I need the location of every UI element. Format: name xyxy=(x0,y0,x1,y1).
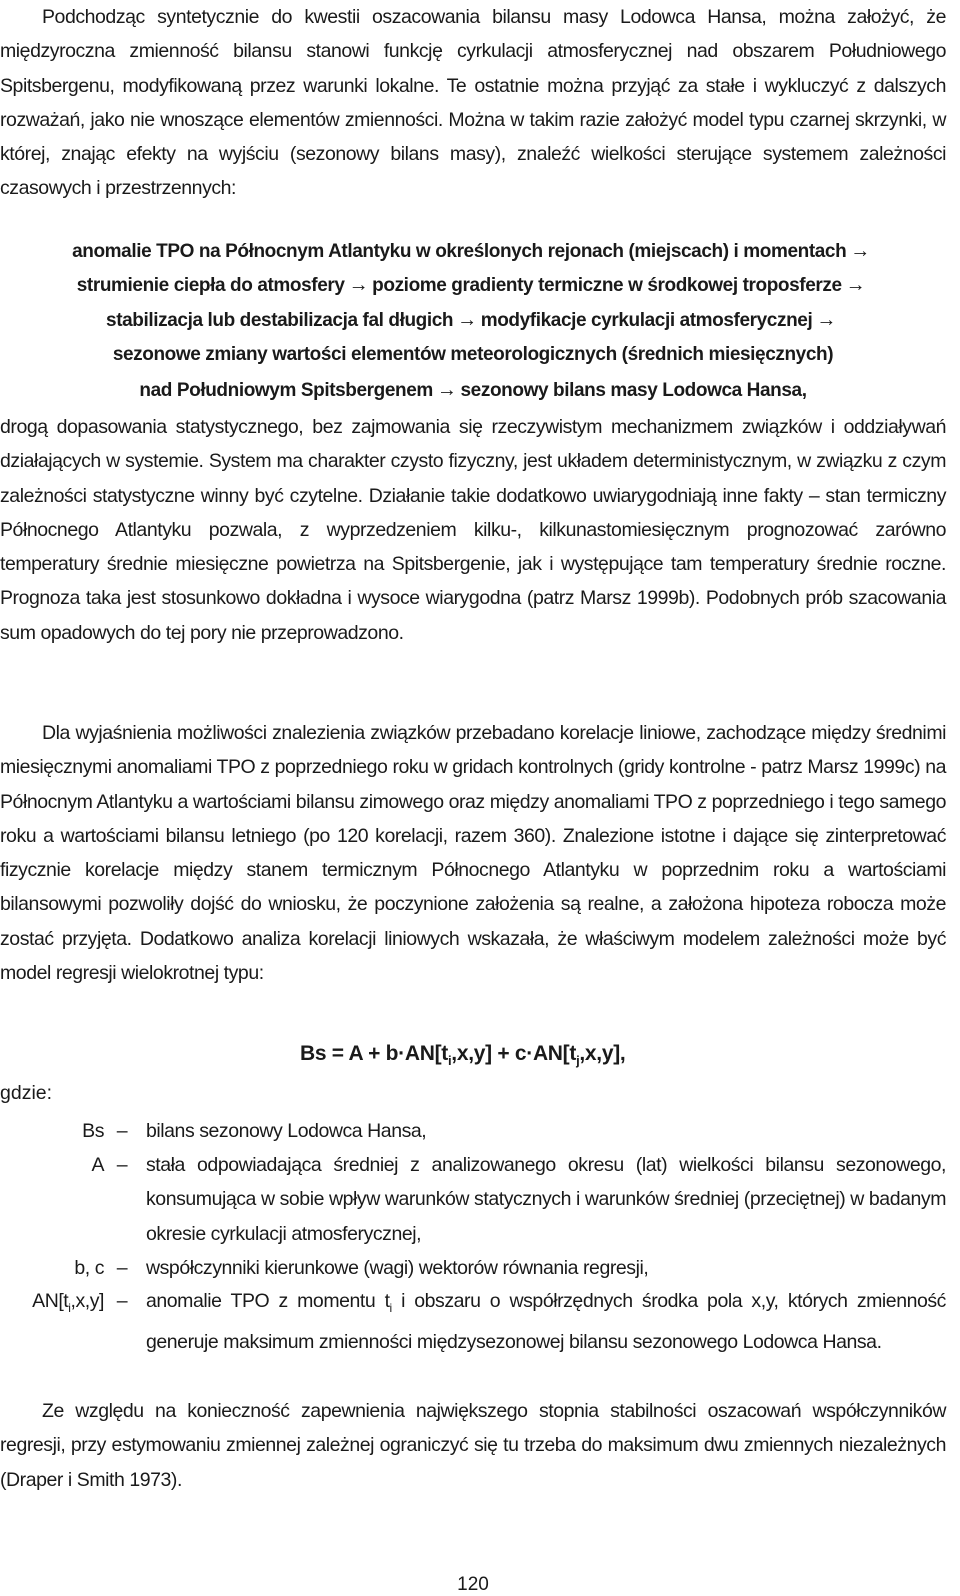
chain-line-2: strumienie ciepła do atmosfery → poziome gradienty termiczne w środkowej troposferze → xyxy=(0,268,946,303)
arrow-right-icon: → xyxy=(845,274,866,296)
definition-desc: współczynniki kierunkowe (wagi) wektorów równania regresji, xyxy=(146,1257,649,1279)
definition-term: A xyxy=(91,1154,104,1176)
definition-desc: anomalie TPO z momentu $t_i$ i obszaru o współrzędnych środka pola x,y, których zmienność generuje maksimum zmienności międzysezonowej bilansu sezonowego Lodowca Hansa. xyxy=(146,1290,946,1354)
chain-line-1: anomalie TPO na Północnym Atlantyku w określonych rejonach (miejscach) i momentach → xyxy=(0,234,946,269)
regression-formula: $Bs = A + b\cdot AN[t_i,x,y] + c\cdot AN[t_j,x,y]$, xyxy=(300,1042,626,1069)
paragraph-stability: Ze względu na konieczność zapewnienia największego stopnia stabilności oszacowań współczynników regresji, przy estymowaniu zmiennej zależnej ograniczyć się tu trzeba do maksimum dwu zmiennych niezależnych (Draper i Smith 1973). xyxy=(0,1400,946,1491)
where-label: gdzie: xyxy=(0,1082,53,1104)
arrow-right-icon: → xyxy=(348,274,369,296)
arrow-right-icon: → xyxy=(816,309,836,331)
definition-term: Bs xyxy=(82,1120,104,1142)
arrow-right-icon: → xyxy=(457,309,477,331)
arrow-right-icon: → xyxy=(850,240,870,262)
paragraph-correlation: Dla wyjaśnienia możliwości znalezienia związków przebadano korelacje liniowe, zachodzące między średnimi miesięcznymi anomaliami TPO z poprzedniego roku w gridach kontrolnych (gridy kontrolne - patrz Marsz 1999c) na Północnym Atlantyku a wartościami bilansu zimowego oraz między anomaliami TPO z poprzedniego i tego samego roku a wartościami bilansu letniego (po 120 korelacji, razem 360). Znalezione istotne i dające się zinterpretować fizycznie korelacje między stanem termicznym Północnego Atlantyku w poprzednim roku a wartościami bilansowymi pozwoliły dojść do wniosku, że poczynione założenia są realne, a założona hipoteza robocza może zostać przyjęta. Dodatkowo analiza korelacji liniowych wskazała, że właściwym modelem zależności może być model regresji wielokrotnej typu: xyxy=(0,722,946,985)
definition-desc: stała odpowiadająca średniej z analizowanego okresu (lat) wielkości bilansu sezonowego, konsumująca w sobie wpływ warunków statycznych i warunków średniej (przeciętnej) w badanym okresie cyrkulacji atmosferycznej, xyxy=(146,1154,946,1245)
document-page: Podchodząc syntetycznie do kwestii oszacowania bilansu masy Lodowca Hansa, można założyć, że międzyroczna zmienność bilansu stanowi funkcję cyrkulacji atmosferycznej nad obszarem Południowego Spitsbergenu, modyfikowaną przez warunki lokalne. Te ostatnie można przyjąć za stałe i wykluczyć z dalszych rozważań, jako nie wnoszące elementów zmienności. Można w takim razie założyć model typu czarnej skrzynki, w której, znając efekty na wyjściu (sezonowy bilans masy), znaleźć wielkości sterujące systemem zależności czasowych i przestrzennych: anomalie TPO na Północnym Atlantyku w określonych rejonach (miejscach) i momentach → strumienie ciepła do atmosfery → poziome gradienty termiczne w środkowej troposferze → stabilizacja lub destabilizacja fal długich → modyfikacje cyrkulacji atmosferycznej → sezonowe zmiany wartości elementów meteorologicznych (średnich miesięcznych) nad Południowym Spitsbergenem → sezonowy bilans masy Lodowca Hansa, drogą dopasowania statystycznego, bez zajmowania się rzeczywistym mechanizmem związków i oddziaływań działających w systemie. System ma charakter czysto fizyczny, jest układem deterministycznym, w związku z czym zależności statystyczne winny być czytelne. Działanie takie dodatkowo uwiarygodniają inne fakty – stan termiczny Północnego Atlantyku pozwala, z wyprzedzeniem kilku-, kilkunastomiesięcznym prognozować zarówno temperatury średnie miesięczne powietrza na Spitsbergenie, jak i występujące tam temperatury średnie roczne. Prognoza taka jest stosunkowo dokładna i wysoce wiarygodna (patrz Marsz 1999b). Podobnych prób szacowania sum opadowych do tej pory nie przeprowadzono. Dla wyjaśnienia możliwości znalezienia związków przebadano korelacje liniowe, zachodzące między średnimi miesięcznymi anomaliami TPO z poprzedniego roku w gridach kontrolnych (gridy kontrolne - patrz Marsz 1999c) na Północnym Atlantyku a wartościami bilansu zimowego oraz między anomaliami TPO z poprzedniego i tego samego roku a wartościami bilansu letniego (po 120 korelacji, razem 360). Znalezione istotne i dające się zinterpretować fizycznie korelacje między stanem termicznym Północnego Atlantyku w poprzednim roku a wartościami bilansowymi pozwoliły dojść do wniosku, że poczynione założenia są realne, a założona hipoteza robocza może zostać przyjęta. Dodatkowo analiza korelacji liniowych wskazała, że właściwym modelem zależności może być model regresji wielokrotnej typu: $Bs = A + b\cdot AN[t_i,x,y] + c\cdot AN[t_j,x,y]$, gdzie: Bs – bilans sezonowy Lodowca Hansa, A – stała odpowiadająca średniej z analizowanego okresu (lat) wielkości bilansu sezonowego, konsumująca w sobie wpływ warunków statycznych i warunków średniej (przeciętnej) w badanym okresie cyrkulacji atmosferycznej, b, c – współczynniki kierunkowe (wagi) wektorów równania regresji, $AN[t_i,x,y]$ – anomalie TPO z momentu $t_i$ i obszaru o współrzędnych środka pola x,y, których zmienność generuje maksimum zmienności międzysezonowej bilansu sezonowego Lodowca Hansa. Ze względu na konieczność zapewnienia największego stopnia stabilności oszacowań współczynników regresji, przy estymowaniu zmiennej zależnej ograniczyć się tu trzeba do maksimum dwu zmiennych niezależnych (Draper i Smith 1973). 120 xyxy=(0,0,960,1590)
chain-line-3: stabilizacja lub destabilizacja fal długich → modyfikacje cyrkulacji atmosferycznej → xyxy=(0,303,946,338)
definition-desc: bilans sezonowy Lodowca Hansa, xyxy=(146,1120,427,1142)
page-number: 120 xyxy=(457,1574,489,1595)
paragraph-method: drogą dopasowania statystycznego, bez zajmowania się rzeczywistym mechanizmem związków i oddziaływań działających w systemie. System ma charakter czysto fizyczny, jest układem deterministycznym, w związku z czym zależności statystyczne winny być czytelne. Działanie takie dodatkowo uwiarygodniają inne fakty – stan termiczny Północnego Atlantyku pozwala, z wyprzedzeniem kilku-, kilkunastomiesięcznym prognozować zarówno temperatury średnie miesięczne powietrza na Spitsbergenie, jak i występujące tam temperatury średnie roczne. Prognoza taka jest stosunkowo dokładna i wysoce wiarygodna (patrz Marsz 1999b). Podobnych prób szacowania sum opadowych do tej pory nie przeprowadzono. xyxy=(0,416,946,644)
arrow-right-icon: → xyxy=(436,379,457,401)
definition-term: $AN[t_i,x,y]$ xyxy=(32,1290,104,1315)
paragraph-intro: Podchodząc syntetycznie do kwestii oszacowania bilansu masy Lodowca Hansa, można założyć, że międzyroczna zmienność bilansu stanowi funkcję cyrkulacji atmosferycznej nad obszarem Południowego Spitsbergenu, modyfikowaną przez warunki lokalne. Te ostatnie można przyjąć za stałe i wykluczyć z dalszych rozważań, jako nie wnoszące elementów zmienności. Można w takim razie założyć model typu czarnej skrzynki, w której, znając efekty na wyjściu (sezonowy bilans masy), znaleźć wielkości sterujące systemem zależności czasowych i przestrzennych: xyxy=(0,6,946,200)
chain-line-5: nad Południowym Spitsbergenem → sezonowy bilans masy Lodowca Hansa, xyxy=(0,373,946,408)
definition-term: b, c xyxy=(74,1257,104,1279)
chain-line-4: sezonowe zmiany wartości elementów meteorologicznych (średnich miesięcznych) xyxy=(112,344,834,365)
